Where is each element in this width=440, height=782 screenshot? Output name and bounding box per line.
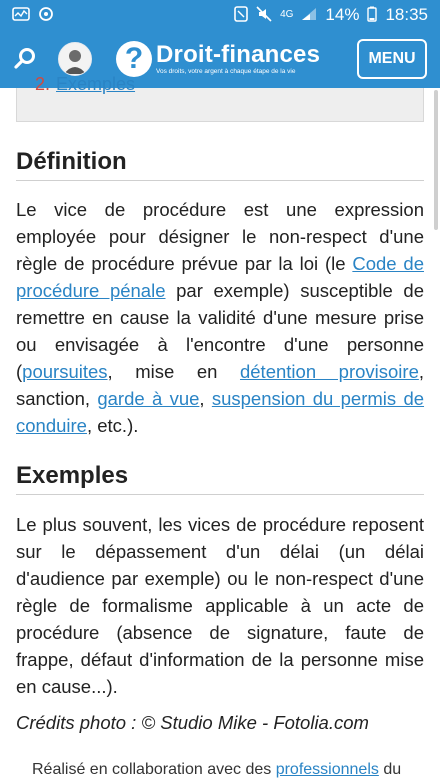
link-detention-provisoire[interactable]: détention provisoire — [239, 361, 419, 382]
logo-question-icon: ? — [116, 41, 152, 77]
toc-item-link[interactable]: Exemples — [56, 74, 136, 94]
toc-item-exemples[interactable] — [35, 74, 135, 95]
definition-text: Le vice de procédure est une expression employée pour désigner le non-respect d'une règle de procédure prévue par la loi (le — [16, 199, 424, 274]
activity-icon — [12, 7, 30, 23]
table-of-contents — [16, 74, 424, 122]
user-icon — [59, 43, 91, 75]
battery-icon — [367, 6, 377, 24]
brand-tagline: Vos droits, votre argent à chaque étape de la vie — [156, 67, 296, 75]
footer-collaboration — [32, 761, 432, 779]
definition-text: , etc.). — [86, 415, 139, 436]
definition-text: , — [199, 388, 212, 409]
definition-text: par exemple) susceptible de remettre en cause la validité d'une mesure prise ou envisagée à l'encontre d'une personne ( — [16, 280, 424, 382]
photo-credits: Crédits photo : © Studio Mike - Fotolia.com — [16, 712, 369, 733]
mute-icon — [256, 6, 272, 24]
link-professionnels[interactable]: professionnels — [275, 761, 379, 778]
brand-logo[interactable] — [116, 41, 320, 77]
network-type-label: 4G — [280, 9, 294, 20]
footer-suffix: du — [378, 761, 402, 778]
signal-icon — [301, 7, 317, 23]
clock: 18:35 — [385, 5, 428, 24]
section-heading-definition: Définition — [16, 148, 424, 181]
footer-text: Réalisé en collaboration avec des — [32, 761, 276, 778]
user-avatar[interactable] — [58, 42, 92, 76]
nfc-icon — [234, 6, 248, 24]
brand-title: Droit-finances — [156, 40, 321, 68]
menu-button[interactable]: MENU — [357, 39, 427, 79]
link-suspension-permis[interactable]: suspension du permis de conduire — [16, 388, 425, 436]
search-button[interactable] — [8, 42, 42, 76]
link-code-procedure-penale[interactable]: Code de procédure pénale — [16, 253, 424, 301]
status-bar — [0, 0, 440, 30]
search-icon — [13, 47, 37, 71]
section-heading-exemples: Exemples — [16, 462, 424, 495]
examples-paragraph: Le plus souvent, les vices de procédure reposent sur le dépassement d'un délai (un délai d'audience par exemple) ou le non-respect d'une règle de formalisme applicable à un acte de procédure (absence de signature, faute de frappe, défaut d'information de la personne mise en cause...). — [16, 514, 424, 697]
definition-text: , sanction, — [16, 361, 424, 409]
sync-icon — [38, 6, 54, 24]
scrollbar[interactable] — [434, 90, 438, 230]
definition-paragraph — [16, 196, 424, 439]
toc-item-number: 2. — [35, 74, 51, 94]
link-poursuites[interactable]: poursuites — [22, 361, 108, 382]
link-garde-a-vue[interactable]: garde à vue — [97, 388, 200, 409]
battery-percent: 14% — [325, 5, 360, 24]
definition-text: , mise en — [107, 361, 240, 382]
